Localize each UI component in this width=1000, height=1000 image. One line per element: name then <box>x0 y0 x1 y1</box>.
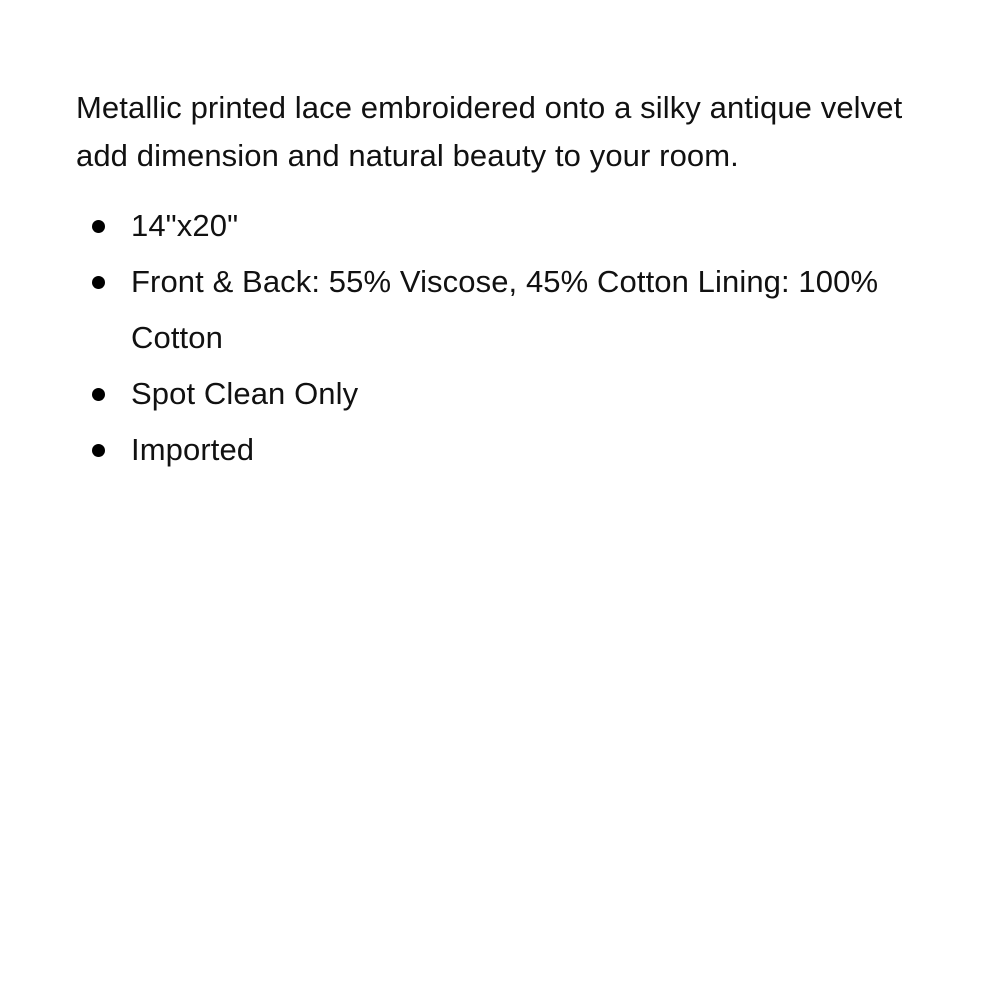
feature-item-origin <box>76 422 956 478</box>
feature-item-size <box>76 198 956 254</box>
feature-text: Front & Back: 55% Viscose, 45% Cotton Lining: 100% Cotton <box>131 264 879 355</box>
product-description: Metallic printed lace embroidered onto a silky antique velvet add dimension and natural beauty to your room. <box>76 90 903 173</box>
bullet-icon <box>92 276 105 289</box>
feature-text: Imported <box>131 432 255 467</box>
feature-list <box>76 198 956 478</box>
feature-text: Spot Clean Only <box>131 376 359 411</box>
feature-item-care <box>76 366 956 422</box>
bullet-icon <box>92 444 105 457</box>
product-details <box>76 84 956 478</box>
feature-text: 14"x20" <box>131 208 239 243</box>
feature-item-material <box>76 254 956 366</box>
bullet-icon <box>92 220 105 233</box>
bullet-icon <box>92 388 105 401</box>
